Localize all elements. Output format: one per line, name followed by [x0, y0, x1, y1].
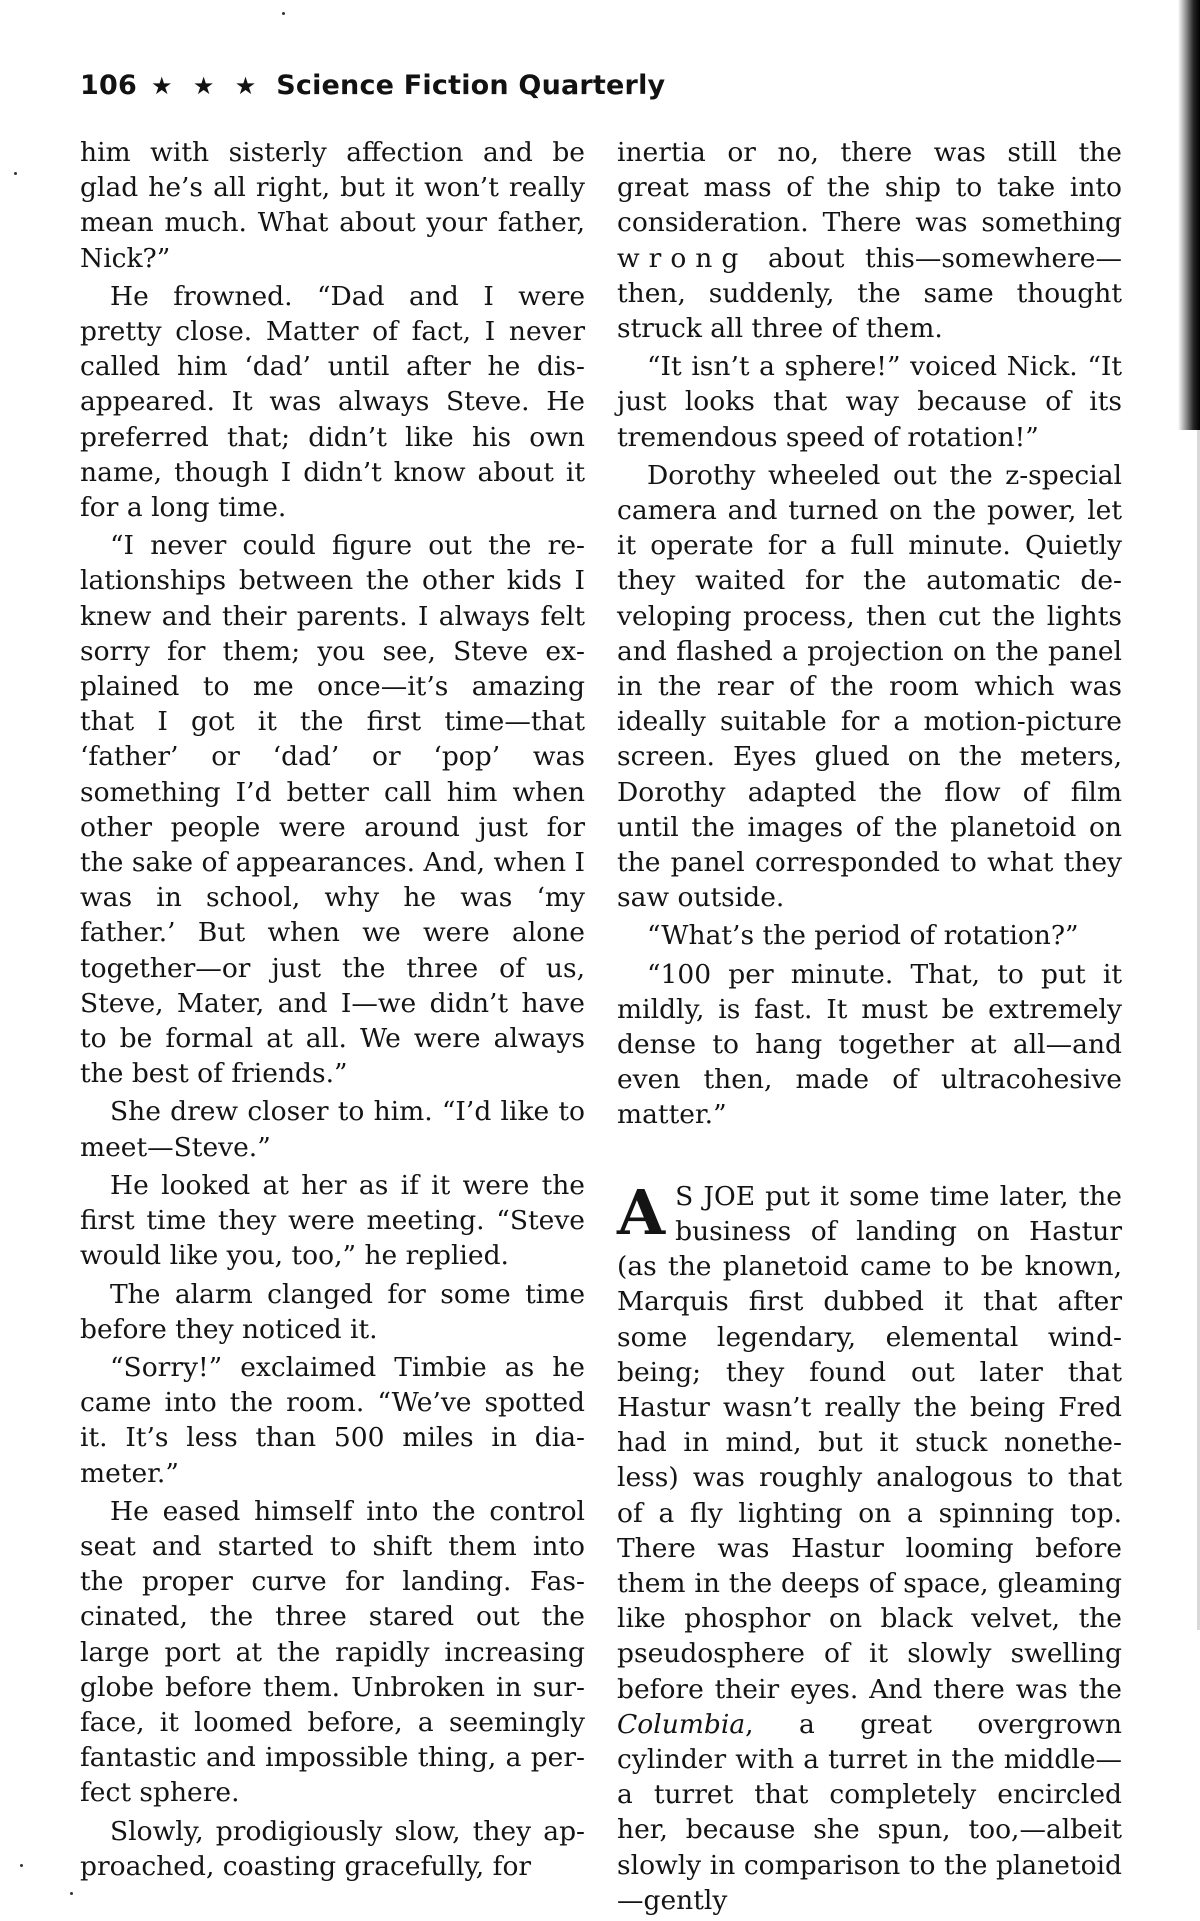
drop-cap: A	[617, 1175, 666, 1249]
print-speck	[282, 12, 285, 15]
paragraph-text: S JOE put it some time later, the business of landing on Hastur (as the planetoid came to be known, Marquis first dubbed it that after some legendary, elemental wind-being; they found out later that Hastur wasn’t really the being Fred had in mind, but it stuck nonetheless) was roughly analogous to that of a fly lighting on a spinning top. There was Hastur looming before them in the deeps of space, gleaming like phosphor on black velvet, the pseudosphere of it slowly swelling before their eyes. And there was the	[617, 1180, 1122, 1705]
right-column	[617, 135, 1122, 1921]
paragraph: Dorothy wheeled out the z-special camera and turned on the power, let it operate for a full minute. Quietly they waited for the automatic developing process, then cut the lights and flashed a projection on the panel in the rear of the room which was ideally suitable for a motion-picture screen. Eyes glued on the meters, Dorothy adapted the flow of film until the images of the planetoid on the panel corresponded to what they saw outside.	[617, 459, 1122, 914]
paragraph-text: inertia or no, there was still the great mass of the ship to take into consideration. There was something	[617, 137, 1122, 239]
print-speck	[20, 1864, 23, 1867]
paragraph: him with sisterly affection and be glad he’s all right, but it won’t really mean much. What about your father, Nick?”	[80, 137, 585, 274]
emphasis-spaced: wrong	[617, 242, 748, 274]
paragraph: He frowned. “Dad and I were pretty close. Matter of fact, I never called him ‘dad’ until after he disappeared. It was always Steve. He preferred that; didn’t like his own name, though I didn’t know about it for a long time.	[80, 280, 585, 524]
paragraph: He eased himself into the control seat and started to shift them into the proper curve for landing. Fascinated, the three stared out the large port at the rapidly increasing globe before them. Unbroken in surface, it loomed before, a seemingly fantastic and impossible thing, a perfect sphere.	[80, 1495, 585, 1809]
paragraph: “It isn’t a sphere!” voiced Nick. “It just looks that way because of its tremendous speed of rotation!”	[617, 351, 1122, 453]
paragraph: Slowly, prodigiously slow, they approached, coasting gracefully, for	[80, 1815, 585, 1882]
star-ornament: ★ ★ ★	[150, 71, 263, 100]
magazine-title: Science Fiction Quarterly	[276, 70, 666, 101]
paragraph: The alarm clanged for some time before they noticed it.	[80, 1278, 585, 1345]
print-speck	[14, 172, 17, 175]
print-speck	[70, 1892, 73, 1895]
page-number: 106	[80, 70, 137, 101]
paragraph: “What’s the period of rotation?”	[647, 920, 1079, 952]
running-header	[80, 70, 665, 101]
paragraph	[617, 135, 1122, 346]
paragraph-text: about this—somewhere—then, suddenly, the same thought struck all three of them.	[617, 242, 1122, 345]
left-column	[80, 135, 585, 1887]
paragraph: “Sorry!” exclaimed Timbie as he came into the room. “We’ve spotted it. It’s less than 500 miles in diameter.”	[80, 1351, 585, 1489]
section-start-paragraph	[617, 1175, 1122, 1918]
paragraph: “I never could figure out the relationships between the other kids I knew and their parents. I always felt sorry for them; you see, Steve explained to me once—it’s amazing that I got it the first time—that ‘father’ or ‘dad’ or ‘pop’ was something I’d better call him when other people were around just for the sake of appearances. And, when I was in school, why he was ‘my father.’ But when we were alone together—or just the three of us, Steve, Mater, and I—we didn’t have to be formal at all. We were always the best of friends.”	[80, 530, 585, 1090]
paragraph: She drew closer to him. “I’d like to meet—Steve.”	[80, 1096, 585, 1163]
paragraph: He looked at her as if it were the first time they were meeting. “Steve would like you, too,” he replied.	[80, 1169, 585, 1272]
ship-name: Columbia	[617, 1708, 746, 1740]
paragraph-text: , a great overgrown cylinder with a turret in the middle—a turret that completely encircled her, because she spun, too,—albeit slowly in comparison to the planetoid—gently	[617, 1708, 1122, 1916]
page-edge-shadow	[1178, 0, 1200, 430]
paragraph: “100 per minute. That, to put it mildly, is fast. It must be extremely dense to hang together at all—and even then, made of ultracohesive matter.”	[617, 958, 1122, 1131]
